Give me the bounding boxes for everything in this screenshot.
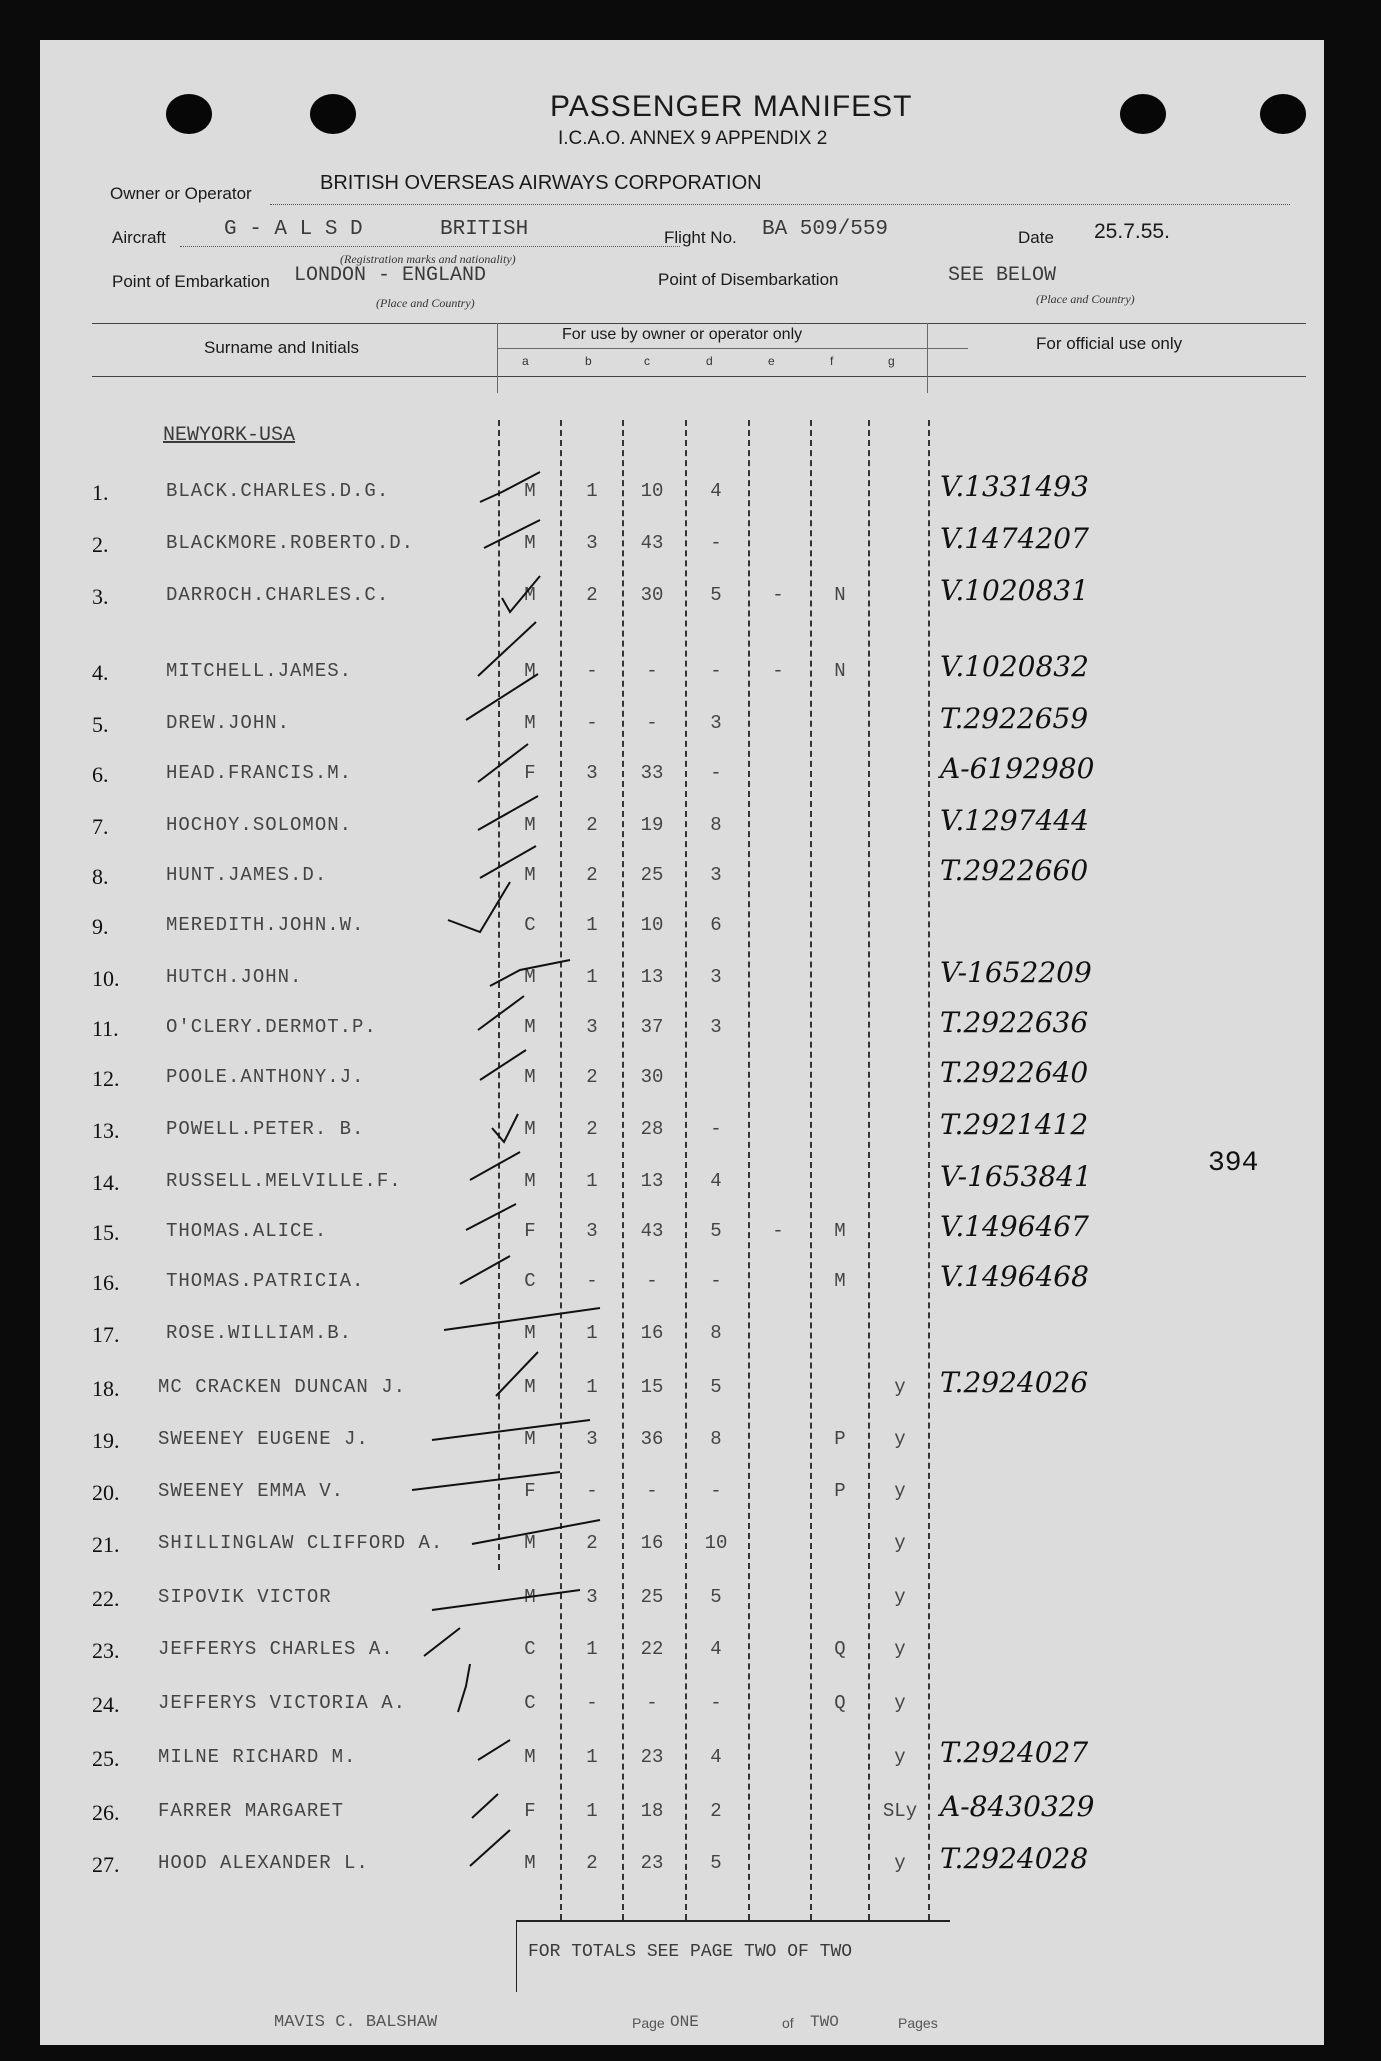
row-number: 3. — [92, 584, 109, 609]
col-a-value: M — [524, 1016, 536, 1038]
col-c-value: - — [646, 1692, 658, 1714]
col-d-value: - — [710, 660, 722, 682]
check-mark — [448, 882, 510, 932]
col-c-value: 13 — [640, 966, 664, 988]
col-b-value: 1 — [586, 1322, 598, 1344]
row-number: 5. — [92, 712, 109, 737]
col-d-value: 6 — [710, 914, 722, 936]
col-g-value: y — [894, 1586, 906, 1608]
manifest-sheet — [40, 40, 1324, 2045]
col-a-value: F — [524, 1220, 536, 1242]
check-mark — [472, 1520, 600, 1544]
check-mark — [460, 1256, 510, 1284]
col-g-value: y — [894, 1532, 906, 1554]
col-a-value: M — [524, 1746, 536, 1768]
page-total: TWO — [810, 2013, 839, 2031]
col-b-value: - — [586, 712, 598, 734]
row-number: 9. — [92, 914, 109, 939]
check-mark — [478, 744, 528, 782]
check-mark — [492, 1114, 518, 1142]
col-b-value: 3 — [586, 1586, 598, 1608]
col-c-value: 10 — [640, 480, 664, 502]
col-c-value: 19 — [640, 814, 664, 836]
check-mark — [480, 846, 536, 878]
col-c-value: - — [646, 1270, 658, 1292]
subcolumn-letter: c — [644, 354, 650, 368]
col-a-value: M — [524, 966, 536, 988]
official-reference: V.1496467 — [940, 1210, 1089, 1243]
row-number: 21. — [92, 1532, 120, 1557]
check-mark — [470, 1830, 510, 1866]
col-c-value: 18 — [640, 1800, 664, 1822]
col-d-value: 4 — [710, 1746, 722, 1768]
embarkation-label: Point of Embarkation — [112, 272, 270, 291]
passenger-name: THOMAS.ALICE. — [166, 1220, 328, 1242]
signature: MAVIS C. BALSHAW — [274, 2013, 438, 2032]
col-b-value: 2 — [586, 814, 598, 836]
col-b-value: 2 — [586, 864, 598, 886]
passenger-name: HOCHOY.SOLOMON. — [166, 814, 353, 836]
col-d-value: 10 — [704, 1532, 728, 1554]
official-reference: T.2922640 — [940, 1056, 1089, 1089]
col-c-value: 36 — [640, 1428, 664, 1450]
official-reference: V.1020832 — [940, 650, 1089, 683]
flight-no-label: Flight No. — [664, 228, 737, 247]
col-c-value: - — [646, 660, 658, 682]
passenger-name: POOLE.ANTHONY.J. — [166, 1066, 365, 1088]
totals-note: FOR TOTALS SEE PAGE TWO OF TWO — [528, 1942, 853, 1962]
check-marks — [40, 40, 1324, 2045]
col-b-value: 3 — [586, 762, 598, 784]
col-b-value: 3 — [586, 1016, 598, 1038]
col-c-value: 30 — [640, 584, 664, 606]
col-b-value: 1 — [586, 1638, 598, 1660]
subcolumn-letter: g — [888, 354, 895, 368]
date-label: Date — [1018, 228, 1054, 247]
col-c-value: 15 — [640, 1376, 664, 1398]
col-b-value: 1 — [586, 1376, 598, 1398]
side-note: 394 — [1208, 1148, 1259, 1179]
col-f-value: Q — [834, 1692, 846, 1714]
row-number: 16. — [92, 1270, 120, 1295]
passenger-name: MILNE RICHARD M. — [158, 1746, 357, 1768]
col-c-value: 16 — [640, 1532, 664, 1554]
embarkation-note: (Place and Country) — [376, 296, 475, 310]
embarkation-value: LONDON - ENGLAND — [294, 264, 487, 287]
row-number: 24. — [92, 1692, 120, 1717]
col-a-value: F — [524, 762, 536, 784]
col-c-value: 37 — [640, 1016, 664, 1038]
col-d-value: 5 — [710, 1852, 722, 1874]
col-d-value: - — [710, 532, 722, 554]
col-b-value: 2 — [586, 1532, 598, 1554]
row-number: 27. — [92, 1852, 120, 1877]
col-c-value: 10 — [640, 914, 664, 936]
disembarkation-note: (Place and Country) — [1036, 292, 1135, 306]
col-e-value: - — [772, 584, 784, 606]
col-a-value: M — [524, 1532, 536, 1554]
col-d-value: 2 — [710, 1800, 722, 1822]
col-c-value: - — [646, 712, 658, 734]
col-d-value: 5 — [710, 1220, 722, 1242]
official-reference: V-1652209 — [940, 956, 1092, 989]
check-mark — [458, 1664, 470, 1712]
subcolumn-letter: b — [585, 354, 592, 368]
col-g-value: y — [894, 1746, 906, 1768]
passenger-name: BLACKMORE.ROBERTO.D. — [166, 532, 415, 554]
row-number: 22. — [92, 1586, 120, 1611]
col-a-value: C — [524, 1270, 536, 1292]
check-mark — [478, 622, 536, 676]
col-c-value: 13 — [640, 1170, 664, 1192]
col-b-value: 1 — [586, 480, 598, 502]
row-number: 10. — [92, 966, 120, 991]
official-reference: T.2922659 — [940, 702, 1089, 735]
col-b-value: 1 — [586, 1800, 598, 1822]
date-value: 25.7.55. — [1094, 220, 1170, 243]
col-a-value: M — [524, 584, 536, 606]
row-number: 20. — [92, 1480, 120, 1505]
passenger-name: HUTCH.JOHN. — [166, 966, 303, 988]
page-number: ONE — [670, 2013, 699, 2031]
col-g-value: y — [894, 1852, 906, 1874]
col-b-value: - — [586, 1692, 598, 1714]
official-reference: A-6192980 — [940, 752, 1095, 785]
official-reference: T.2922660 — [940, 854, 1089, 887]
official-reference: T.2924027 — [940, 1736, 1089, 1769]
nationality-value: BRITISH — [440, 218, 529, 241]
disembarkation-label: Point of Disembarkation — [658, 270, 839, 289]
col-a-value: M — [524, 1170, 536, 1192]
col-d-value: 5 — [710, 584, 722, 606]
official-reference: V.1474207 — [940, 522, 1089, 555]
page-subtitle: I.C.A.O. ANNEX 9 APPENDIX 2 — [558, 128, 828, 149]
official-use-header: For official use only — [1036, 334, 1183, 353]
passenger-name: SIPOVIK VICTOR — [158, 1586, 332, 1608]
col-c-value: 43 — [640, 1220, 664, 1242]
owner-label: Owner or Operator — [110, 184, 252, 203]
col-d-value: 4 — [710, 1638, 722, 1660]
passenger-name: MEREDITH.JOHN.W. — [166, 914, 365, 936]
check-mark — [478, 996, 524, 1030]
col-d-value: - — [710, 1692, 722, 1714]
col-g-value: y — [894, 1692, 906, 1714]
col-d-value: 3 — [710, 966, 722, 988]
col-d-value: 4 — [710, 480, 722, 502]
col-a-value: F — [524, 1800, 536, 1822]
col-e-value: - — [772, 660, 784, 682]
col-b-value: 2 — [586, 1852, 598, 1874]
official-reference: V.1496468 — [940, 1260, 1089, 1293]
row-number: 13. — [92, 1118, 120, 1143]
check-mark — [480, 1050, 526, 1080]
col-b-value: 2 — [586, 1118, 598, 1140]
row-number: 17. — [92, 1322, 120, 1347]
page-label: Page — [632, 2015, 665, 2031]
col-b-value: 1 — [586, 914, 598, 936]
row-number: 19. — [92, 1428, 120, 1453]
row-number: 4. — [92, 660, 109, 685]
row-number: 2. — [92, 532, 109, 557]
col-a-value: M — [524, 1066, 536, 1088]
col-a-value: M — [524, 1586, 536, 1608]
official-reference: V.1297444 — [940, 804, 1089, 837]
col-f-value: N — [834, 584, 846, 606]
col-b-value: - — [586, 1270, 598, 1292]
col-f-value: P — [834, 1428, 846, 1450]
passenger-name: JEFFERYS CHARLES A. — [158, 1638, 394, 1660]
subcolumn-letter: e — [768, 354, 775, 368]
row-number: 11. — [92, 1016, 119, 1041]
official-reference: A-8430329 — [940, 1790, 1095, 1823]
col-a-value: M — [524, 1852, 536, 1874]
col-d-value: 8 — [710, 1322, 722, 1344]
col-f-value: N — [834, 660, 846, 682]
col-c-value: 23 — [640, 1746, 664, 1768]
check-mark — [472, 1794, 498, 1818]
subcolumn-letter: f — [830, 354, 834, 368]
passenger-name: O'CLERY.DERMOT.P. — [166, 1016, 377, 1038]
check-mark — [478, 1740, 510, 1760]
official-reference: V.1020831 — [940, 574, 1089, 607]
row-number: 18. — [92, 1376, 120, 1401]
check-mark — [496, 1352, 538, 1396]
page-title: PASSENGER MANIFEST — [550, 90, 913, 123]
col-a-value: M — [524, 660, 536, 682]
passenger-name: SWEENEY EMMA V. — [158, 1480, 345, 1502]
check-mark — [466, 674, 538, 720]
flight-no-value: BA 509/559 — [762, 218, 889, 241]
check-mark — [444, 1308, 600, 1330]
col-f-value: M — [834, 1270, 846, 1292]
passenger-name: HUNT.JAMES.D. — [166, 864, 328, 886]
official-reference: T.2924026 — [940, 1366, 1089, 1399]
col-a-value: M — [524, 532, 536, 554]
col-f-value: M — [834, 1220, 846, 1242]
official-reference: V.1331493 — [940, 470, 1089, 503]
check-mark — [480, 472, 540, 502]
passenger-name: SHILLINGLAW CLIFFORD A. — [158, 1532, 444, 1554]
col-d-value: 3 — [710, 1016, 722, 1038]
col-a-value: M — [524, 1118, 536, 1140]
col-d-value: - — [710, 1480, 722, 1502]
col-a-value: C — [524, 914, 536, 936]
col-d-value: 5 — [710, 1376, 722, 1398]
destination-heading: NEWYORK-USA — [163, 424, 296, 447]
passenger-name: POWELL.PETER. B. — [166, 1118, 365, 1140]
col-c-value: - — [646, 1480, 658, 1502]
col-d-value: 3 — [710, 864, 722, 886]
row-number: 14. — [92, 1170, 120, 1195]
check-mark — [478, 796, 538, 830]
col-g-value: y — [894, 1480, 906, 1502]
subcolumn-letter: a — [522, 354, 529, 368]
of-label: of — [782, 2015, 794, 2031]
row-number: 8. — [92, 864, 109, 889]
col-g-value: SLy — [882, 1800, 918, 1822]
col-g-value: y — [894, 1638, 906, 1660]
row-number: 25. — [92, 1746, 120, 1771]
passenger-name: THOMAS.PATRICIA. — [166, 1270, 365, 1292]
col-c-value: 30 — [640, 1066, 664, 1088]
passenger-name: FARRER MARGARET — [158, 1800, 345, 1822]
col-d-value: 8 — [710, 814, 722, 836]
col-a-value: M — [524, 864, 536, 886]
col-b-value: 2 — [586, 584, 598, 606]
col-c-value: 25 — [640, 864, 664, 886]
col-a-value: M — [524, 480, 536, 502]
col-c-value: 43 — [640, 532, 664, 554]
col-f-value: P — [834, 1480, 846, 1502]
passenger-name: HOOD ALEXANDER L. — [158, 1852, 369, 1874]
col-b-value: 3 — [586, 1428, 598, 1450]
row-number: 7. — [92, 814, 109, 839]
passenger-name: DARROCH.CHARLES.C. — [166, 584, 390, 606]
check-mark — [432, 1590, 580, 1610]
col-g-value: y — [894, 1428, 906, 1450]
col-d-value: - — [710, 1118, 722, 1140]
aircraft-label: Aircraft — [112, 228, 166, 247]
aircraft-value: G - A L S D — [224, 218, 363, 241]
owner-value: BRITISH OVERSEAS AIRWAYS CORPORATION — [320, 172, 762, 194]
owner-use-header: For use by owner or operator only — [562, 326, 803, 343]
passenger-name: HEAD.FRANCIS.M. — [166, 762, 353, 784]
col-b-value: - — [586, 1480, 598, 1502]
col-c-value: 33 — [640, 762, 664, 784]
col-a-value: M — [524, 1428, 536, 1450]
col-d-value: - — [710, 1270, 722, 1292]
col-d-value: 3 — [710, 712, 722, 734]
col-c-value: 16 — [640, 1322, 664, 1344]
col-b-value: 1 — [586, 966, 598, 988]
official-reference: T.2924028 — [940, 1842, 1089, 1875]
col-b-value: 1 — [586, 1170, 598, 1192]
passenger-name: BLACK.CHARLES.D.G. — [166, 480, 390, 502]
col-c-value: 23 — [640, 1852, 664, 1874]
disembarkation-value: SEE BELOW — [948, 264, 1057, 287]
col-b-value: - — [586, 660, 598, 682]
official-reference: T.2921412 — [940, 1108, 1089, 1141]
check-mark — [432, 1420, 590, 1440]
check-mark — [490, 960, 570, 986]
row-number: 15. — [92, 1220, 120, 1245]
col-c-value: 22 — [640, 1638, 664, 1660]
col-a-value: M — [524, 1322, 536, 1344]
official-reference: V-1653841 — [940, 1160, 1092, 1193]
col-a-value: M — [524, 814, 536, 836]
row-number: 23. — [92, 1638, 120, 1663]
subcolumn-letter: d — [706, 354, 713, 368]
check-mark — [466, 1204, 516, 1230]
check-mark — [484, 520, 540, 548]
col-b-value: 3 — [586, 1220, 598, 1242]
col-d-value: 5 — [710, 1586, 722, 1608]
passenger-name: MC CRACKEN DUNCAN J. — [158, 1376, 407, 1398]
passenger-name: MITCHELL.JAMES. — [166, 660, 353, 682]
passenger-name: JEFFERYS VICTORIA A. — [158, 1692, 407, 1714]
col-d-value: 8 — [710, 1428, 722, 1450]
col-b-value: 1 — [586, 1746, 598, 1768]
col-e-value: - — [772, 1220, 784, 1242]
col-a-value: C — [524, 1692, 536, 1714]
check-mark — [424, 1628, 460, 1656]
passenger-name: RUSSELL.MELVILLE.F. — [166, 1170, 402, 1192]
row-number: 12. — [92, 1066, 120, 1091]
row-number: 1. — [92, 480, 109, 505]
row-number: 26. — [92, 1800, 120, 1825]
col-c-value: 28 — [640, 1118, 664, 1140]
col-g-value: y — [894, 1376, 906, 1398]
passenger-name: SWEENEY EUGENE J. — [158, 1428, 369, 1450]
col-a-value: M — [524, 1376, 536, 1398]
col-b-value: 2 — [586, 1066, 598, 1088]
col-b-value: 3 — [586, 532, 598, 554]
col-a-value: F — [524, 1480, 536, 1502]
row-number: 6. — [92, 762, 109, 787]
official-reference: T.2922636 — [940, 1006, 1089, 1039]
col-d-value: - — [710, 762, 722, 784]
registration-note: (Registration marks and nationality) — [340, 252, 516, 266]
col-a-value: C — [524, 1638, 536, 1660]
check-mark — [502, 576, 540, 612]
passenger-name: DREW.JOHN. — [166, 712, 291, 734]
surname-header: Surname and Initials — [204, 338, 359, 357]
col-d-value: 4 — [710, 1170, 722, 1192]
col-f-value: Q — [834, 1638, 846, 1660]
check-mark — [470, 1152, 520, 1180]
pages-label: Pages — [898, 2015, 938, 2031]
col-a-value: M — [524, 712, 536, 734]
passenger-name: ROSE.WILLIAM.B. — [166, 1322, 353, 1344]
check-mark — [412, 1472, 560, 1490]
col-c-value: 25 — [640, 1586, 664, 1608]
